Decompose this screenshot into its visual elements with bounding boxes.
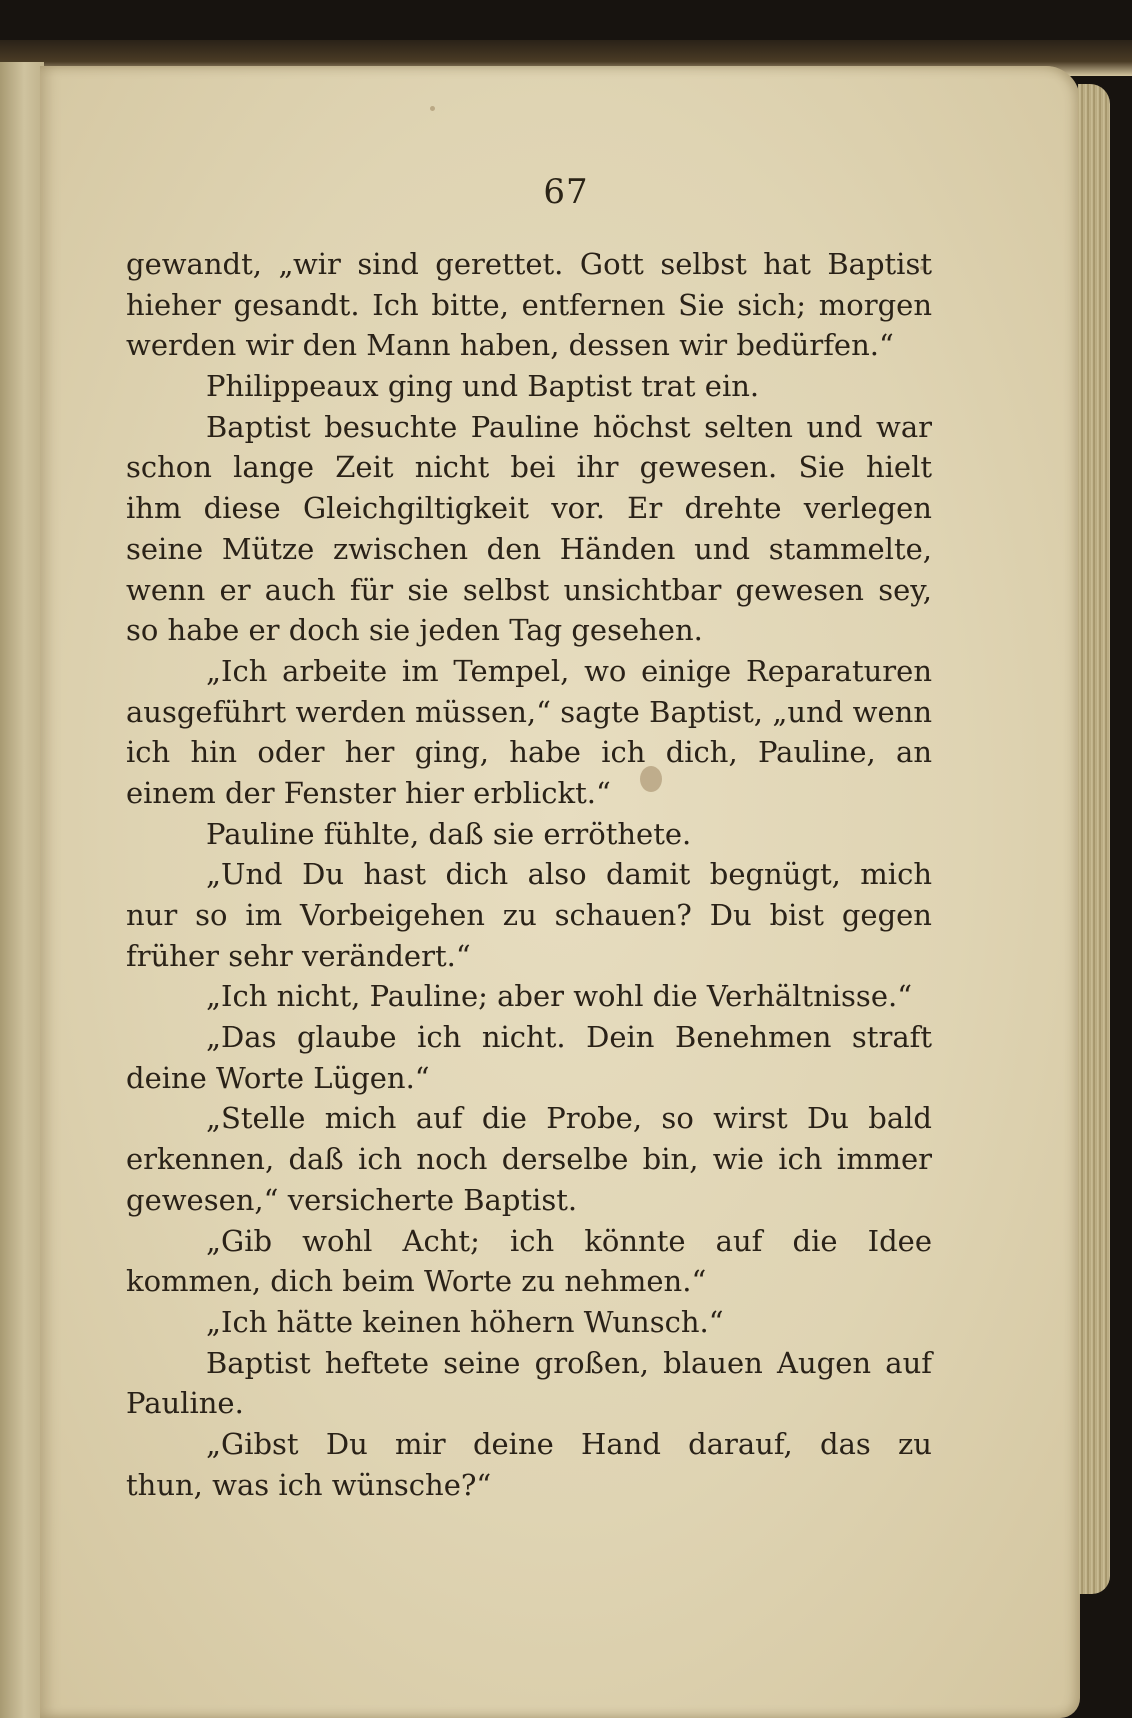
text-line: kommen, dich beim Worte zu nehmen.“ — [126, 1264, 707, 1299]
text-line: „Ich hätte keinen höhern Wunsch.“ — [206, 1304, 724, 1339]
text-line: „Stelle mich auf die Probe, so wirst Du bald — [206, 1101, 932, 1136]
text-line: seine Mütze zwischen den Händen und stammelte, — [126, 531, 932, 566]
text-line: gewesen,“ versicherte Baptist. — [126, 1182, 578, 1217]
text-line: nur so im Vorbeigehen zu schauen? Du bist gegen — [126, 898, 932, 932]
text-line: hieher gesandt. Ich bitte, entfernen Sie sich; morgen — [126, 287, 932, 322]
fore-edge — [1078, 84, 1110, 1594]
text-line: so habe er doch sie jeden Tag gesehen. — [126, 613, 703, 648]
text-line: Pauline fühlte, daß sie erröthete. — [206, 816, 692, 851]
page-number: 67 — [543, 172, 589, 212]
paper-stain — [430, 106, 435, 111]
body-text — [126, 244, 932, 1505]
text-line: einem der Fenster hier erblickt.“ — [126, 775, 611, 810]
text-line: „Und Du hast dich also damit begnügt, mich — [206, 857, 932, 892]
text-line: früher sehr verändert.“ — [126, 938, 471, 973]
text-line: deine Worte Lügen.“ — [126, 1060, 430, 1095]
text-line: erkennen, daß ich noch derselbe bin, wie ich immer — [126, 1142, 932, 1177]
text-line: „Ich arbeite im Tempel, wo einige Reparaturen — [206, 653, 932, 688]
text-line: thun, was ich wünsche?“ — [126, 1467, 492, 1502]
text-line: wenn er auch für sie selbst unsichtbar gewesen sey, — [126, 572, 932, 607]
text-line: Baptist besuchte Pauline höchst selten und war — [206, 409, 932, 444]
text-line: Baptist heftete seine großen, blauen Augen auf — [206, 1345, 932, 1380]
text-line: „Gib wohl Acht; ich könnte auf die Idee — [206, 1223, 932, 1258]
gutter-edge — [0, 62, 44, 1718]
text-line: Philippeaux ging und Baptist trat ein. — [206, 369, 760, 404]
text-line: ausgeführt werden müssen,“ sagte Baptist, „und wenn — [126, 694, 932, 729]
text-line: ich hin oder her ging, habe ich dich, Pauline, an — [126, 735, 932, 770]
text-line: schon lange Zeit nicht bei ihr gewesen. Sie hielt — [126, 450, 932, 485]
text-line: „Das glaube ich nicht. Dein Benehmen straft — [206, 1020, 932, 1055]
text-line: „Gibst Du mir deine Hand darauf, das zu — [206, 1426, 932, 1461]
text-line: „Ich nicht, Pauline; aber wohl die Verhältnisse.“ — [206, 979, 913, 1014]
text-line: Pauline. — [126, 1386, 244, 1421]
text-line: werden wir den Mann haben, dessen wir bedürfen.“ — [126, 328, 894, 363]
text-line: gewandt, „wir sind gerettet. Gott selbst hat Baptist — [126, 247, 932, 281]
text-line: ihm diese Gleichgiltigkeit vor. Er drehte verlegen — [126, 491, 932, 526]
